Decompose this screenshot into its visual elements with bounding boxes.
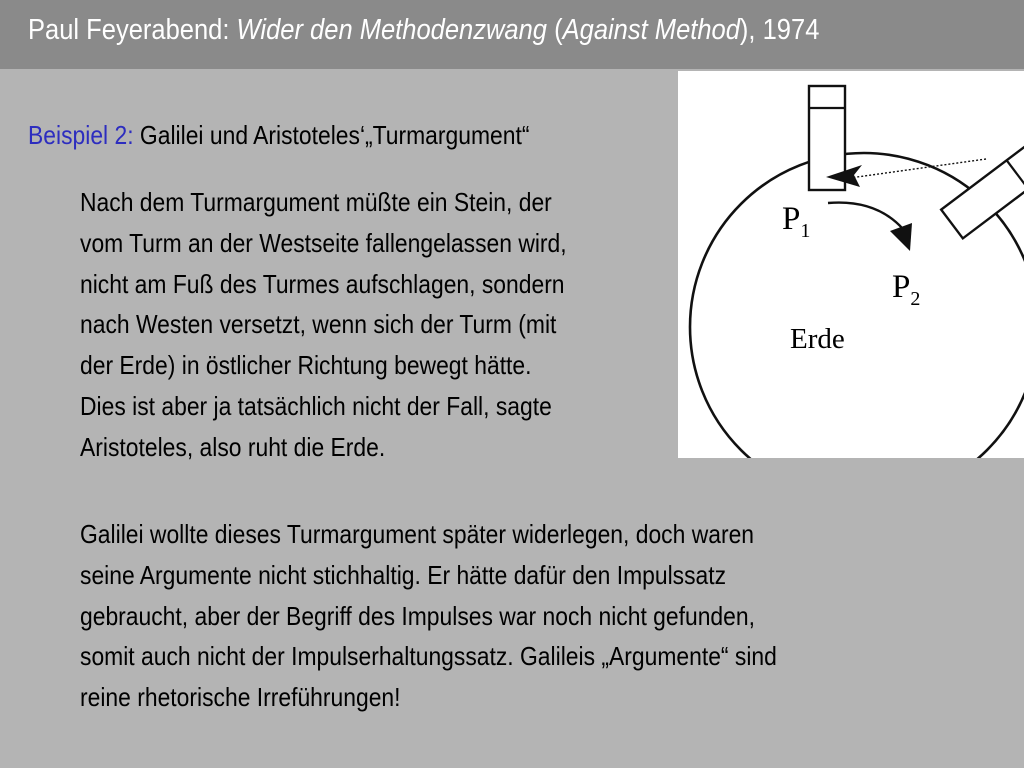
title-open: ( — [547, 14, 563, 46]
label-p1-letter: P — [782, 201, 801, 237]
slide-title — [28, 14, 819, 47]
paragraph-line: seine Argumente nicht stichhaltig. Er hätte dafür den Impulssatz — [80, 559, 727, 590]
label-p2-letter: P — [892, 269, 911, 305]
paragraph-tower-argument — [80, 182, 567, 468]
label-p2-sub: 2 — [910, 288, 921, 310]
tower-earth-figure — [678, 71, 1024, 458]
title-suffix: ), 1974 — [739, 14, 820, 46]
paragraph-line: nicht am Fuß des Turmes aufschlagen, sondern — [80, 268, 565, 299]
tower-tilted — [941, 147, 1024, 238]
paragraph-line: somit auch nicht der Impulserhaltungssatz. Galileis „Argumente“ sind — [80, 641, 777, 672]
label-p1 — [782, 201, 810, 242]
label-p1-sub: 1 — [800, 220, 811, 242]
example-heading — [28, 120, 529, 151]
paragraph-line: Aristoteles, also ruht die Erde. — [80, 431, 386, 462]
title-work: Wider den Methodenzwang — [236, 14, 548, 46]
title-work-en: Against Method — [562, 14, 740, 46]
paragraph-line: der Erde) in östlicher Richtung bewegt hätte. — [80, 350, 532, 381]
example-title: Galilei und Aristoteles‘„Turmargument“ — [133, 120, 530, 150]
paragraph-line: nach Westen versetzt, wenn sich der Turm (mit — [80, 309, 557, 340]
label-p2 — [892, 269, 920, 310]
paragraph-line: Galilei wollte dieses Turmargument später widerlegen, doch waren — [80, 519, 755, 549]
earth-diagram — [678, 71, 1024, 458]
paragraph-line: gebraucht, aber der Begriff des Impulses war noch nicht gefunden, — [80, 600, 755, 631]
paragraph-line: vom Turm an der Westseite fallengelassen wird, — [80, 227, 567, 258]
title-bar — [0, 0, 1024, 69]
label-earth: Erde — [790, 323, 845, 355]
paragraph-line: reine rhetorische Irreführungen! — [80, 682, 401, 713]
example-label: Beispiel 2: — [28, 120, 134, 150]
paragraph-galilei — [80, 514, 777, 718]
rotation-arrow — [828, 203, 903, 229]
arrow-down-icon — [890, 223, 912, 251]
title-prefix: Paul Feyerabend: — [28, 14, 237, 46]
paragraph-line: Dies ist aber ja tatsächlich nicht der Fall, sagte — [80, 390, 552, 421]
paragraph-line: Nach dem Turmargument müßte ein Stein, der — [80, 187, 552, 217]
